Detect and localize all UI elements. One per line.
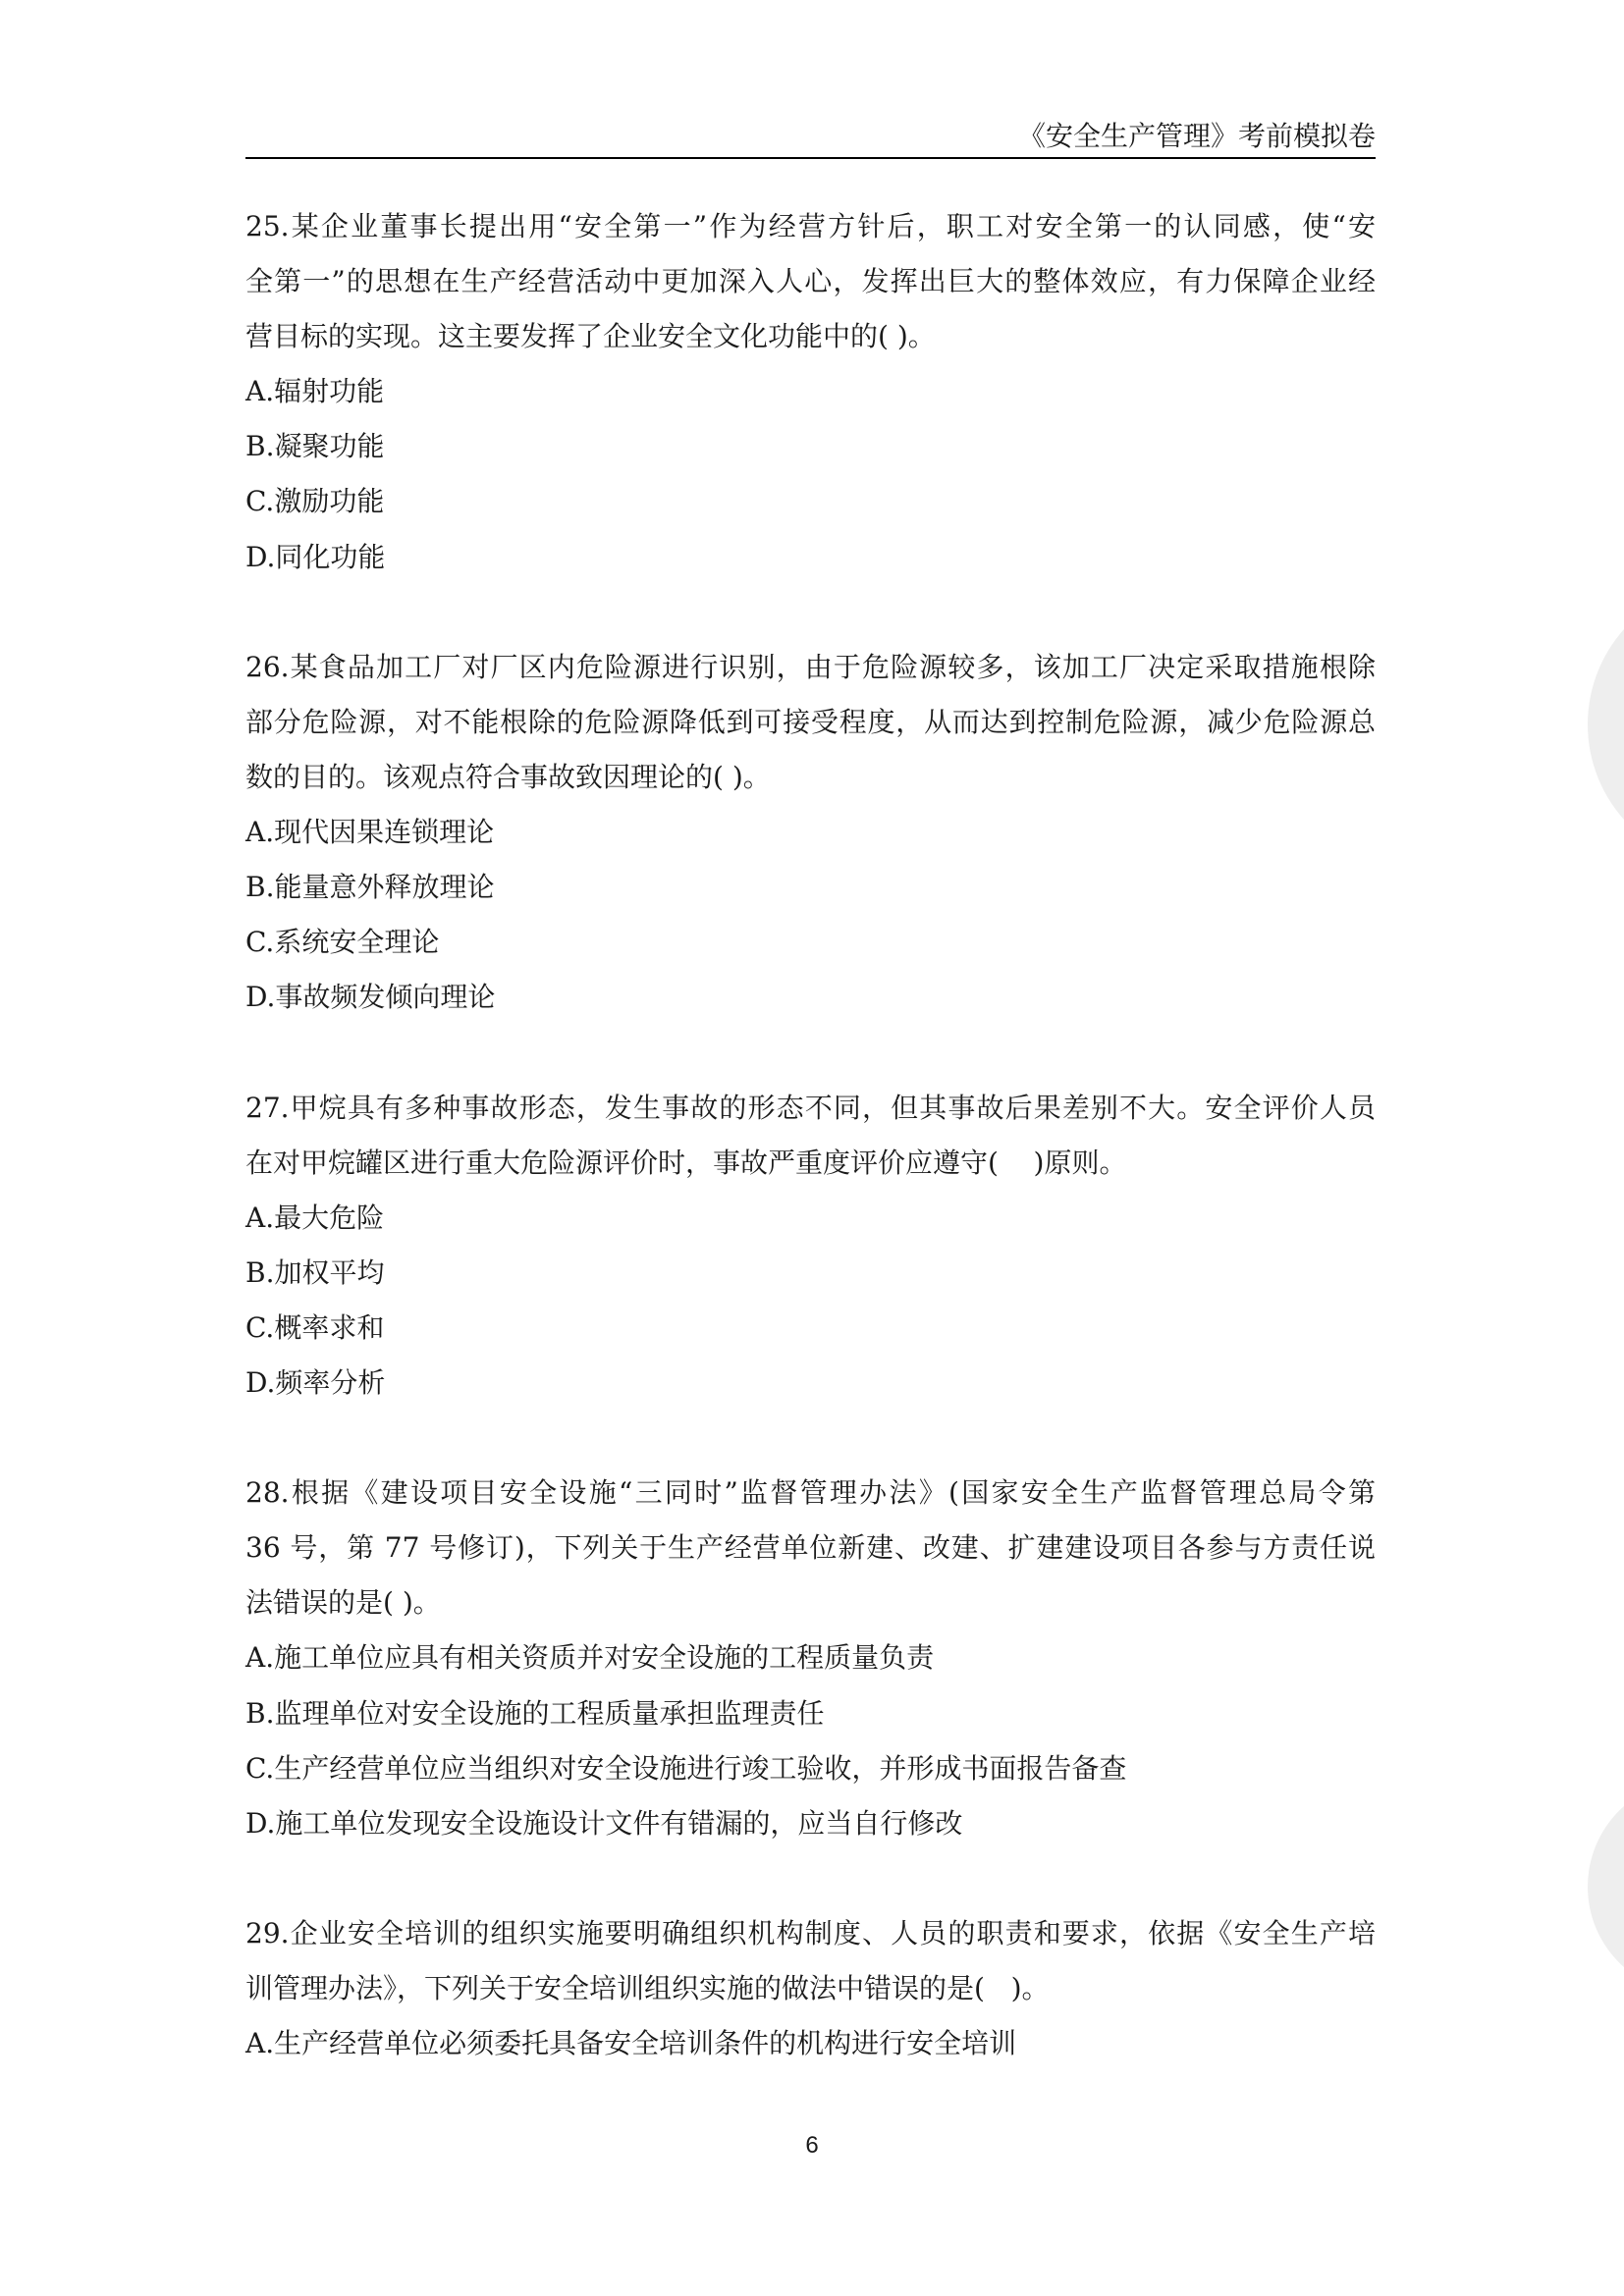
option-a: A.施工单位应具有相关资质并对安全设施的工程质量负责 bbox=[245, 1641, 935, 1675]
option-a: A.辐射功能 bbox=[245, 375, 385, 408]
header-title: 《安全生产管理》考前模拟卷 bbox=[1017, 120, 1376, 152]
question-26 bbox=[245, 640, 1376, 1026]
question-stem-line: 训管理办法》，下列关于安全培训组织实施的做法中错误的是( )。 bbox=[245, 1972, 1050, 2004]
question-29 bbox=[245, 1906, 1376, 2071]
option-c: C.激励功能 bbox=[245, 485, 385, 518]
question-stem-line: 36 号，第 77 号修订)，下列关于生产经营单位新建、改建、扩建建设项目各参与方责任说 bbox=[245, 1531, 1376, 1565]
option-a: A.现代因果连锁理论 bbox=[245, 816, 495, 849]
question-stem-line: 29.企业安全培训的组织实施要明确组织机构制度、人员的职责和要求，依据《安全生产培 bbox=[245, 1916, 1376, 1949]
option-a: A.最大危险 bbox=[245, 1201, 385, 1234]
option-b: B.凝聚功能 bbox=[245, 430, 385, 463]
question-stem-line: 28.根据《建设项目安全设施“三同时”监督管理办法》(国家安全生产监督管理总局令第 bbox=[245, 1476, 1376, 1510]
option-d: D.施工单位发现安全设施设计文件有错漏的，应当自行修改 bbox=[245, 1806, 963, 1840]
question-stem-line: 在对甲烷罐区进行重大危险源评价时，事故严重度评价应遵守( )原则。 bbox=[245, 1146, 1127, 1179]
question-stem-line: 25.某企业董事长提出用“安全第一”作为经营方针后，职工对安全第一的认同感，使“安 bbox=[245, 210, 1376, 242]
edge-mark-circle bbox=[1588, 1780, 1624, 1995]
question-28 bbox=[245, 1466, 1376, 1851]
option-c: C.系统安全理论 bbox=[245, 926, 440, 959]
option-c: C.概率求和 bbox=[245, 1310, 385, 1344]
option-b: B.加权平均 bbox=[245, 1255, 385, 1289]
option-b: B.监理单位对安全设施的工程质量承担监理责任 bbox=[245, 1696, 825, 1730]
option-d: D.同化功能 bbox=[245, 540, 386, 573]
question-stem-line: 26.某食品加工厂对厂区内危险源进行识别，由于危险源较多，该加工厂决定采取措施根除 bbox=[245, 650, 1376, 683]
header-rule bbox=[245, 157, 1376, 159]
running-header bbox=[245, 115, 1376, 158]
edge-mark-shape bbox=[1565, 1779, 1624, 1995]
question-stem-line: 法错误的是( )。 bbox=[245, 1586, 441, 1620]
edge-mark-circle bbox=[1588, 618, 1624, 830]
edge-mark-shape bbox=[1565, 618, 1624, 830]
option-d: D.频率分析 bbox=[245, 1365, 386, 1399]
option-d: D.事故频发倾向理论 bbox=[245, 981, 496, 1014]
option-c: C.生产经营单位应当组织对安全设施进行竣工验收，并形成书面报告备查 bbox=[245, 1751, 1127, 1785]
option-b: B.能量意外释放理论 bbox=[245, 871, 495, 904]
question-stem-line: 数的目的。该观点符合事故致因理论的( )。 bbox=[245, 760, 771, 793]
question-stem-line: 部分危险源，对不能根除的危险源降低到可接受程度，从而达到控制危险源，减少危险源总 bbox=[245, 705, 1376, 738]
question-stem-line: 营目标的实现。这主要发挥了企业安全文化功能中的( )。 bbox=[245, 320, 936, 353]
question-list bbox=[245, 199, 1376, 2126]
question-stem-line: 全第一”的思想在生产经营活动中更加深入人心，发挥出巨大的整体效应，有力保障企业经 bbox=[245, 265, 1376, 298]
question-stem-line: 27.甲烷具有多种事故形态，发生事故的形态不同，但其事故后果差别不大。安全评价人员 bbox=[245, 1091, 1376, 1124]
option-a: A.生产经营单位必须委托具备安全培训条件的机构进行安全培训 bbox=[245, 2027, 1017, 2060]
page-number: 6 bbox=[805, 2132, 819, 2159]
question-27 bbox=[245, 1081, 1376, 1412]
question-25 bbox=[245, 199, 1376, 585]
